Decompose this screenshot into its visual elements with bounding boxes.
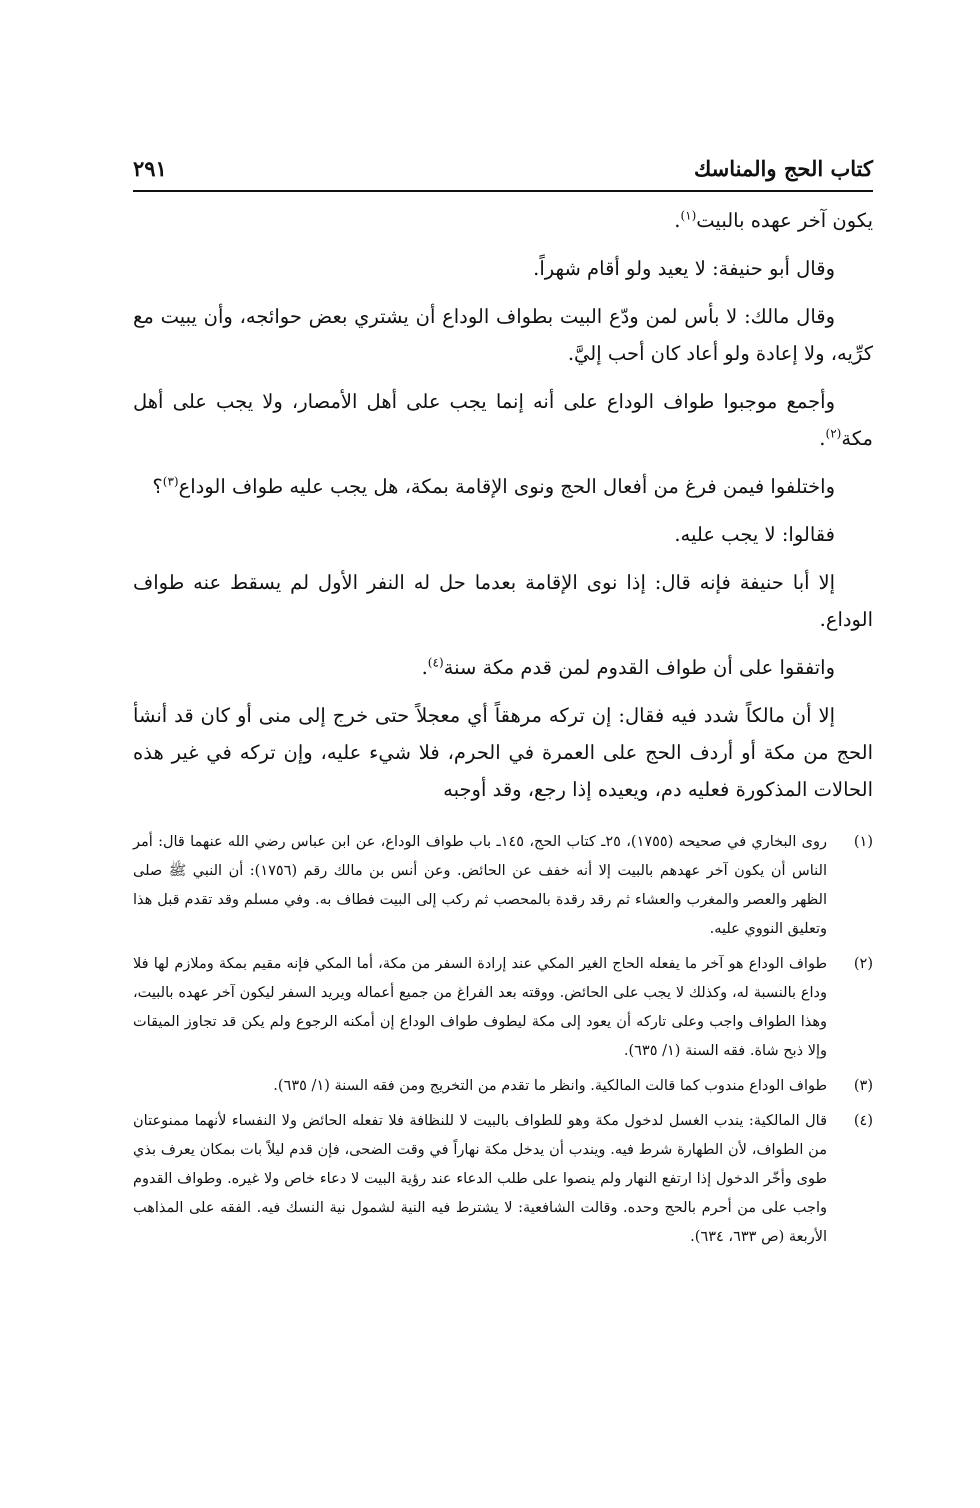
footnote-ref: (١) [680, 208, 697, 223]
footnote-ref: (٤) [427, 655, 444, 670]
footnote-text: قال المالكية: يندب الغسل لدخول مكة وهو للطواف بالبيت لا للنظافة فلا تفعله الحائض ولا النفساء لأنهما ممنوعتان من الطواف، لأن الطهارة شرط فيه. ويندب أن يدخل مكة نهاراً في وقت الضحى، فإن قدم ليلاً بات بمكان يعرف بذي طوى وأخّر الدخول إذا ارتفع النهار ولم ينصوا على طلب الدعاء عند رؤية البيت لا دعاء خاص ولا غيره. وطواف القدوم واجب على من أحرم بالحج وحده. وقالت الشافعية: لا يشترط فيه النية لشمول نية النسك فيه. الفقه على المذاهب الأربعة (ص ٦٣٣، ٦٣٤). [133, 1113, 827, 1245]
paragraph: إلا أبا حنيفة فإنه قال: إذا نوى الإقامة بعدما حل له النفر الأول لم يسقط عنه طواف الوداع. [133, 571, 873, 631]
paragraph-end: . [421, 656, 428, 679]
paragraph-end: . [674, 209, 681, 232]
paragraph-text: وأجمع موجبوا طواف الوداع على أنه إنما يجب على أهل الأمصار، ولا يجب على أهل مكة [133, 390, 873, 450]
page-number: ٢٩١ [133, 156, 167, 181]
paragraph-end: ؟ [152, 475, 163, 498]
header-rule [133, 190, 873, 192]
footnotes [133, 828, 873, 1252]
footnote-ref: (٢) [825, 426, 842, 441]
paragraph-end: . [819, 427, 826, 450]
paragraph [133, 468, 873, 505]
footnote-number: (٢) [853, 956, 873, 972]
paragraph-text: يكون آخر عهده بالبيت [696, 209, 873, 232]
footnote-text: طواف الوداع مندوب كما قالت المالكية. وانظر ما تقدم من التخريج ومن فقه السنة (١/ ٦٣٥). [273, 1078, 827, 1094]
paragraph: فقالوا: لا يجب عليه. [674, 523, 835, 546]
footnote [133, 1107, 873, 1252]
footnote [133, 828, 873, 944]
footnote-ref: (٣) [162, 474, 179, 489]
main-text [133, 202, 873, 808]
page-header [133, 150, 873, 190]
footnote [133, 1072, 873, 1101]
paragraph: وقال أبو حنيفة: لا يعيد ولو أقام شهراً. [533, 257, 835, 280]
footnote-text: طواف الوداع هو آخر ما يفعله الحاج الغير المكي عند إرادة السفر من مكة، أما المكي فإنه مقيم بمكة وملازم لها فلا وداع بالنسبة له، وكذلك لا يجب على الحائض. ووقته بعد الفراغ من جميع أعماله ويريد السفر ليكون آخر عهده بالبيت، وهذا الطواف واجب وعلى تاركه أن يعود إلى مكة ليطوف طواف الوداع إن أمكنه الرجوع ولم يكن قد تجاوز الميقات وإلا ذبح شاة. فقه السنة (١/ ٦٣٥). [133, 956, 827, 1059]
paragraph [133, 649, 873, 686]
paragraph: وقال مالك: لا بأس لمن ودّع البيت بطواف الوداع أن يشتري بعض حوائجه، وأن يبيت مع كرِّيه، ولا إعادة ولو أعاد كان أحب إليَّ. [133, 305, 873, 365]
footnote-number: (٣) [853, 1078, 873, 1094]
footnote [133, 950, 873, 1066]
footnote-text: روى البخاري في صحيحه (١٧٥٥)، ٢٥ـ كتاب الحج، ١٤٥ـ باب طواف الوداع، عن ابن عباس رضي الله عنهما قال: أمر الناس أن يكون آخر عهدهم بالبيت إلا أنه خفف عن الحائض. وعن أنس بن مالك رقم (١٧٥٦): أن النبي ﷺ صلى الظهر والعصر والمغرب والعشاء ثم رقد رقدة بالمحصب ثم ركب إلى البيت فطاف به. وفي مسلم وقد تقدم قبل هذا وتعليق النووي عليه. [133, 834, 828, 937]
footnote-number: (١) [853, 834, 873, 850]
footnote-number: (٤) [853, 1113, 873, 1129]
paragraph: إلا أن مالكاً شدد فيه فقال: إن تركه مرهقاً أي معجلاً حتى خرج إلى منى أو كان قد أنشأ الحج من مكة أو أردف الحج على العمرة في الحرم، فلا شيء عليه، وإن تركه في غير هذه الحالات المذكورة فعليه دم، ويعيده إذا رجع، وقد أوجبه [133, 704, 873, 801]
paragraph-text: واختلفوا فيمن فرغ من أفعال الحج ونوى الإقامة بمكة، هل يجب عليه طواف الوداع [178, 475, 835, 498]
running-title: كتاب الحج والمناسك [693, 156, 873, 181]
paragraph [133, 383, 873, 457]
paragraph [133, 202, 873, 239]
book-page [133, 150, 873, 1258]
paragraph-text: واتفقوا على أن طواف القدوم لمن قدم مكة سنة [443, 656, 835, 679]
